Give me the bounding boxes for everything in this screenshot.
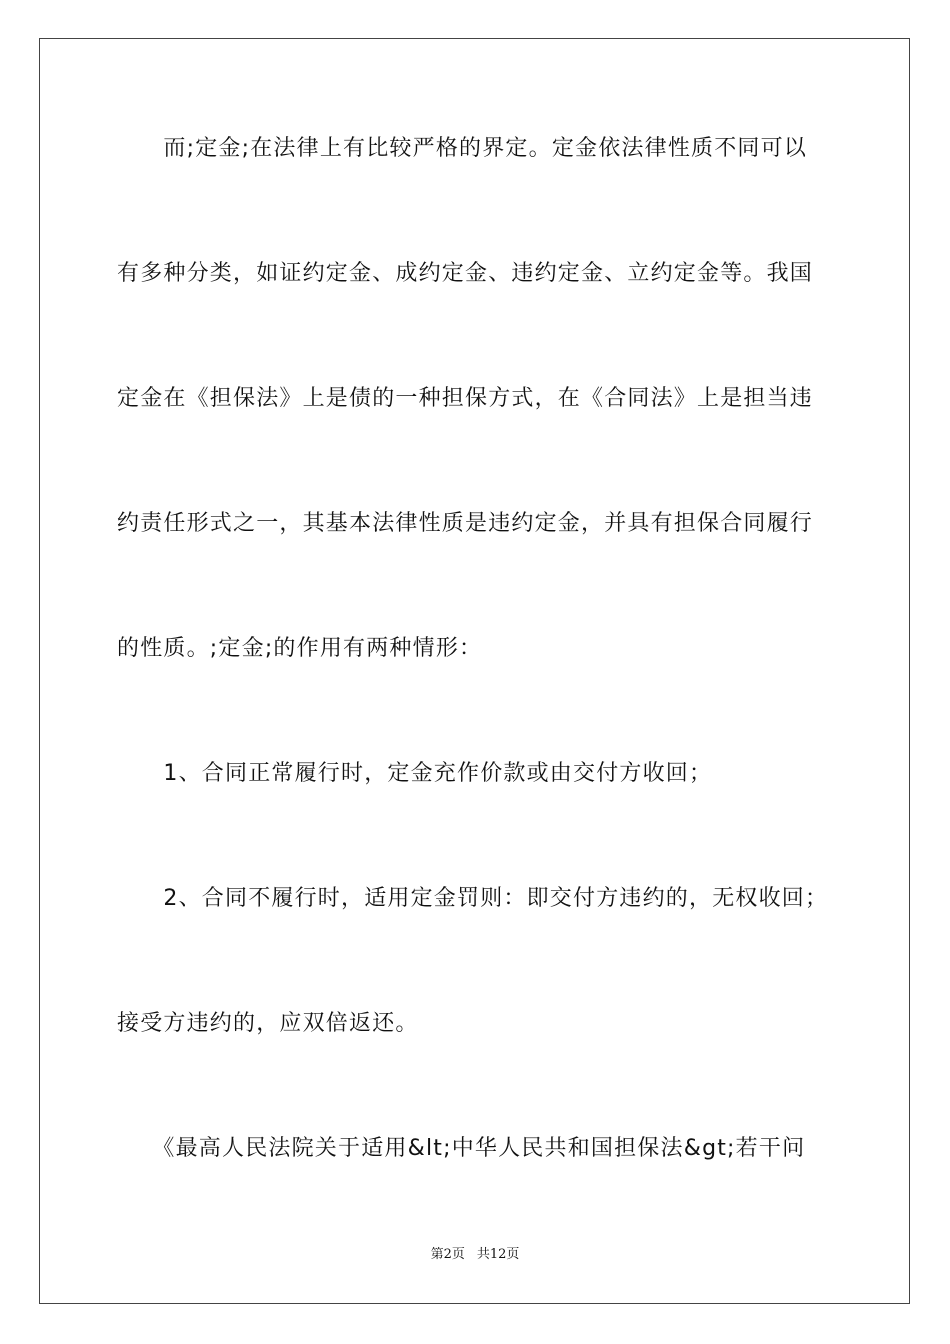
page-number: 第2页 [430,1247,465,1262]
list-item-2: 2、合同不履行时，适用定金罚则：即交付方违约的，无权收回； [117,886,829,911]
page-total: 共12页 [476,1247,520,1262]
paragraph-line: 接受方违约的，应双倍返还。 [117,1011,419,1036]
paragraph-line: 而;定金;在法律上有比较严格的界定。定金依法律性质不同可以 [117,136,808,161]
paragraph-line: 有多种分类，如证约定金、成约定金、违约定金、立约定金等。我国 [117,261,814,286]
page-border [39,38,910,1304]
paragraph-line: 的性质。;定金;的作用有两种情形： [117,636,483,661]
list-item-1: 1、合同正常履行时，定金充作价款或由交付方收回； [117,761,713,786]
page-footer [0,1246,950,1264]
paragraph-line: 约责任形式之一，其基本法律性质是违约定金，并具有担保合同履行 [117,511,814,536]
paragraph-line: 定金在《担保法》上是债的一种担保方式，在《合同法》上是担当违 [117,386,814,411]
paragraph-line: 《最高人民法院关于适用&lt;中华人民共和国担保法&gt;若干问 [117,1136,806,1161]
